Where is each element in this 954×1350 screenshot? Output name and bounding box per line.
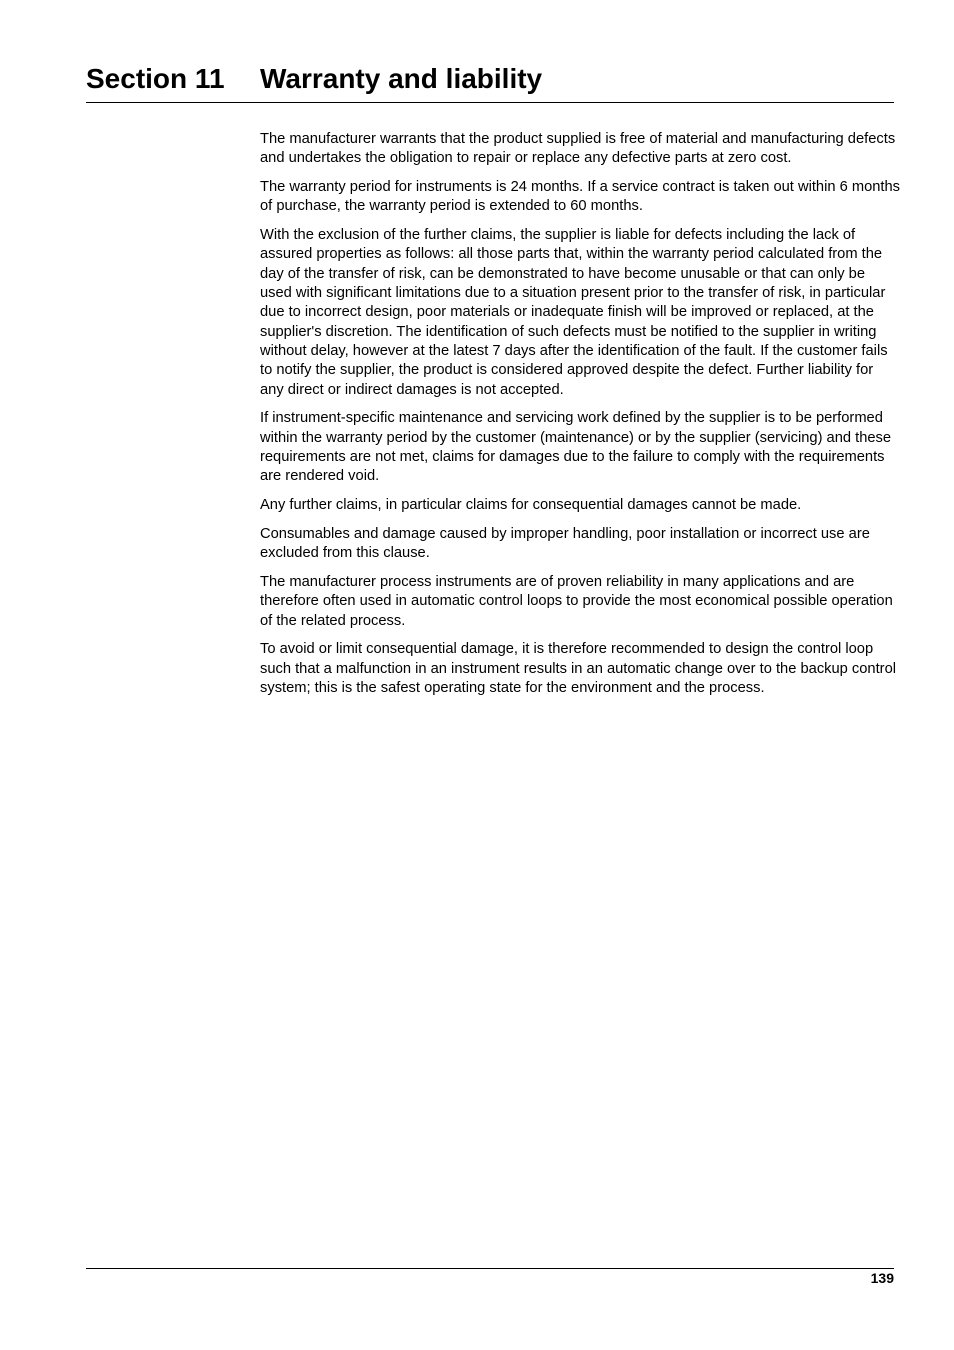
body-text (260, 130, 900, 708)
section-heading (86, 58, 894, 103)
paragraph-maintenance: If instrument-specific maintenance and servicing work defined by the supplier is to be performed within the warranty period by the customer (maintenance) or by the supplier (servicing) and these requirements are not met, claims for damages due to the failure to comply with the requirements are rendered void. (260, 410, 892, 485)
paragraph-liability-defects: With the exclusion of the further claims, the supplier is liable for defects including the lack of assured properties as follows: all those parts that, within the warranty period calculated from the day of the transfer of risk, can be demonstrated to have become unusable or that can only be used with significant limitations due to a situation present prior to the transfer of risk, in particular due to incorrect design, poor materials or inadequate finish will be improved or replaced, at the supplier's discretion. The identification of such defects must be notified to the supplier in writing without delay, however at the latest 7 days after the identification of the fault. If the customer fails to notify the supplier, the product is considered approved despite the defect. Further liability for any direct or indirect damages is not accepted. (260, 227, 888, 398)
section-title: Warranty and liability (260, 63, 543, 94)
footer-divider (86, 1268, 894, 1269)
paragraph-warranty-scope: The manufacturer warrants that the product supplied is free of material and manufacturing defects and undertakes the obligation to repair or replace any defective parts at zero cost. (260, 131, 896, 167)
page-number: 139 (870, 1270, 894, 1286)
paragraph-warranty-period: The warranty period for instruments is 24 months. If a service contract is taken out within 6 months of purchase, the warranty period is extended to 60 months. (260, 179, 901, 215)
paragraph-further-claims: Any further claims, in particular claims for consequential damages cannot be made. (260, 497, 802, 514)
paragraph-consequential-damage: To avoid or limit consequential damage, it is therefore recommended to design the control loop such that a malfunction in an instrument results in an automatic change over to the backup control system; this is the safest operating state for the environment and the process. (260, 641, 897, 696)
paragraph-consumables: Consumables and damage caused by improper handling, poor installation or incorrect use are excluded from this clause. (260, 525, 870, 562)
section-number: Section 11 (86, 63, 225, 94)
paragraph-reliability: The manufacturer process instruments are of proven reliability in many applications and are therefore often used in automatic control loops to provide the most economical possible operation of the related process. (260, 573, 893, 629)
